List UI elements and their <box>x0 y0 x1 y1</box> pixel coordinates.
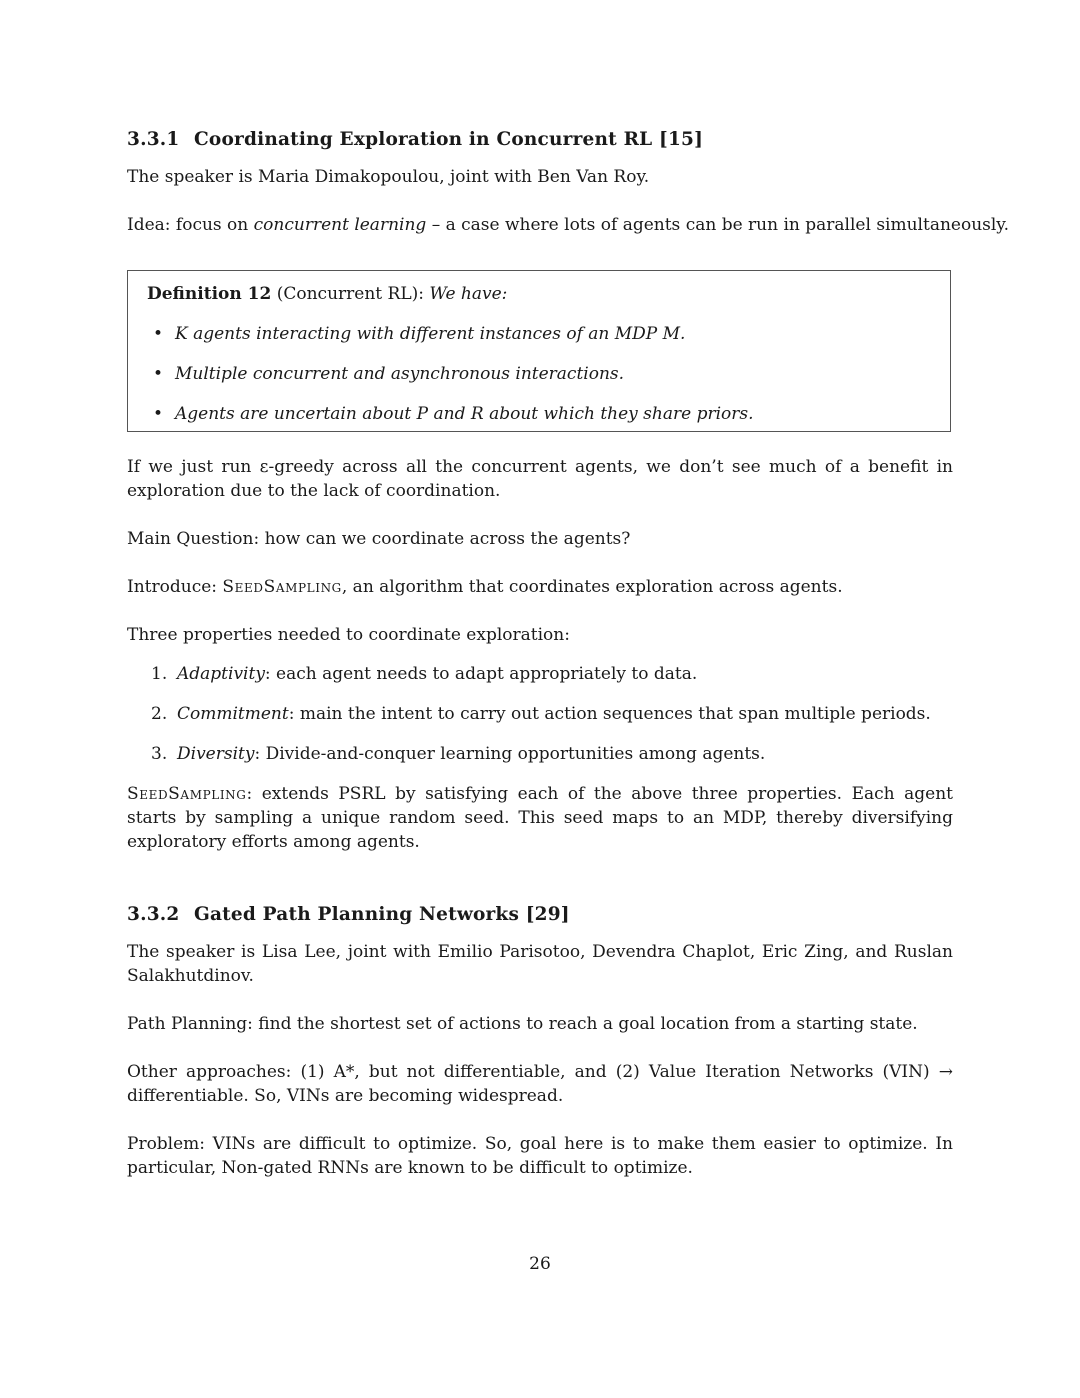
definition-bullet: • Agents are uncertain about P and R about which they share priors. <box>175 402 754 426</box>
seedsampling-paragraph <box>127 782 953 854</box>
algorithm-name: SeedSampling <box>127 784 247 804</box>
property-item <box>151 702 931 726</box>
main-question: Main Question: how can we coordinate across the agents? <box>127 529 631 549</box>
definition-bullet: • Multiple concurrent and asynchronous interactions. <box>175 362 624 386</box>
property-text: : Divide-and-conquer learning opportunities among agents. <box>254 744 766 764</box>
other-approaches-paragraph: Other approaches: (1) A*, but not differentiable, and (2) Value Iteration Networks (VIN) → differentiable. So, VINs are becoming widespread. <box>127 1062 953 1106</box>
definition-heading <box>147 282 507 306</box>
property-term: Adaptivity <box>177 664 265 684</box>
path-planning-paragraph: Path Planning: find the shortest set of actions to reach a goal location from a starting state. <box>127 1014 918 1034</box>
speaker-line: The speaker is Lisa Lee, joint with Emilio Parisotoo, Devendra Chaplot, Eric Zing, and Ruslan Salakhutdinov. <box>127 942 953 986</box>
property-term: Diversity <box>177 744 255 764</box>
definition-label: Definition 12 <box>147 284 272 304</box>
idea-paragraph <box>127 213 1010 237</box>
property-number: 2. <box>151 704 168 724</box>
section-title: Coordinating Exploration in Concurrent RL [15] <box>194 129 704 150</box>
property-text: : main the intent to carry out action sequences that span multiple periods. <box>288 704 931 724</box>
idea-suffix: – a case where lots of agents can be run in parallel simultaneously. <box>426 215 1010 235</box>
introduce-paragraph <box>127 575 953 599</box>
definition-name: (Concurrent RL): <box>271 284 430 304</box>
property-number: 3. <box>151 744 168 764</box>
definition-lead: We have: <box>429 284 508 304</box>
page-number: 26 <box>529 1254 551 1274</box>
property-item <box>151 662 697 686</box>
section-number: 3.3.2 <box>127 904 180 925</box>
problem-paragraph: Problem: VINs are difficult to optimize. So, goal here is to make them easier to optimize. In particular, Non-gated RNNs are known to be difficult to optimize. <box>127 1134 953 1178</box>
property-text: : each agent needs to adapt appropriately to data. <box>264 664 698 684</box>
seedsampling-text: : extends PSRL by satisfying each of the above three properties. Each agent starts by sampling a unique random seed. This seed maps to an MDP, thereby diversifying exploratory efforts among agents. <box>127 784 953 852</box>
introduce-suffix: , an algorithm that coordinates exploration across agents. <box>341 577 843 597</box>
property-term: Commitment <box>177 704 289 724</box>
section-heading-3-3-1 <box>127 128 953 152</box>
property-item <box>151 742 765 766</box>
introduce-prefix: Introduce: <box>127 577 223 597</box>
idea-emphasis: concurrent learning <box>253 215 427 235</box>
section-heading-3-3-2 <box>127 903 953 927</box>
speaker-line: The speaker is Maria Dimakopoulou, joint with Ben Van Roy. <box>127 167 650 187</box>
section-title: Gated Path Planning Networks [29] <box>194 904 570 925</box>
three-properties-intro: Three properties needed to coordinate exploration: <box>127 625 570 645</box>
definition-bullet: • K agents interacting with different instances of an MDP M. <box>175 322 685 346</box>
epsilon-paragraph: If we just run ε-greedy across all the concurrent agents, we don’t see much of a benefit in exploration due to the lack of coordination. <box>127 457 953 501</box>
algorithm-name: SeedSampling <box>222 577 342 597</box>
definition-box <box>127 270 951 432</box>
idea-prefix: Idea: focus on <box>127 215 254 235</box>
property-number: 1. <box>151 664 168 684</box>
section-number: 3.3.1 <box>127 129 180 150</box>
